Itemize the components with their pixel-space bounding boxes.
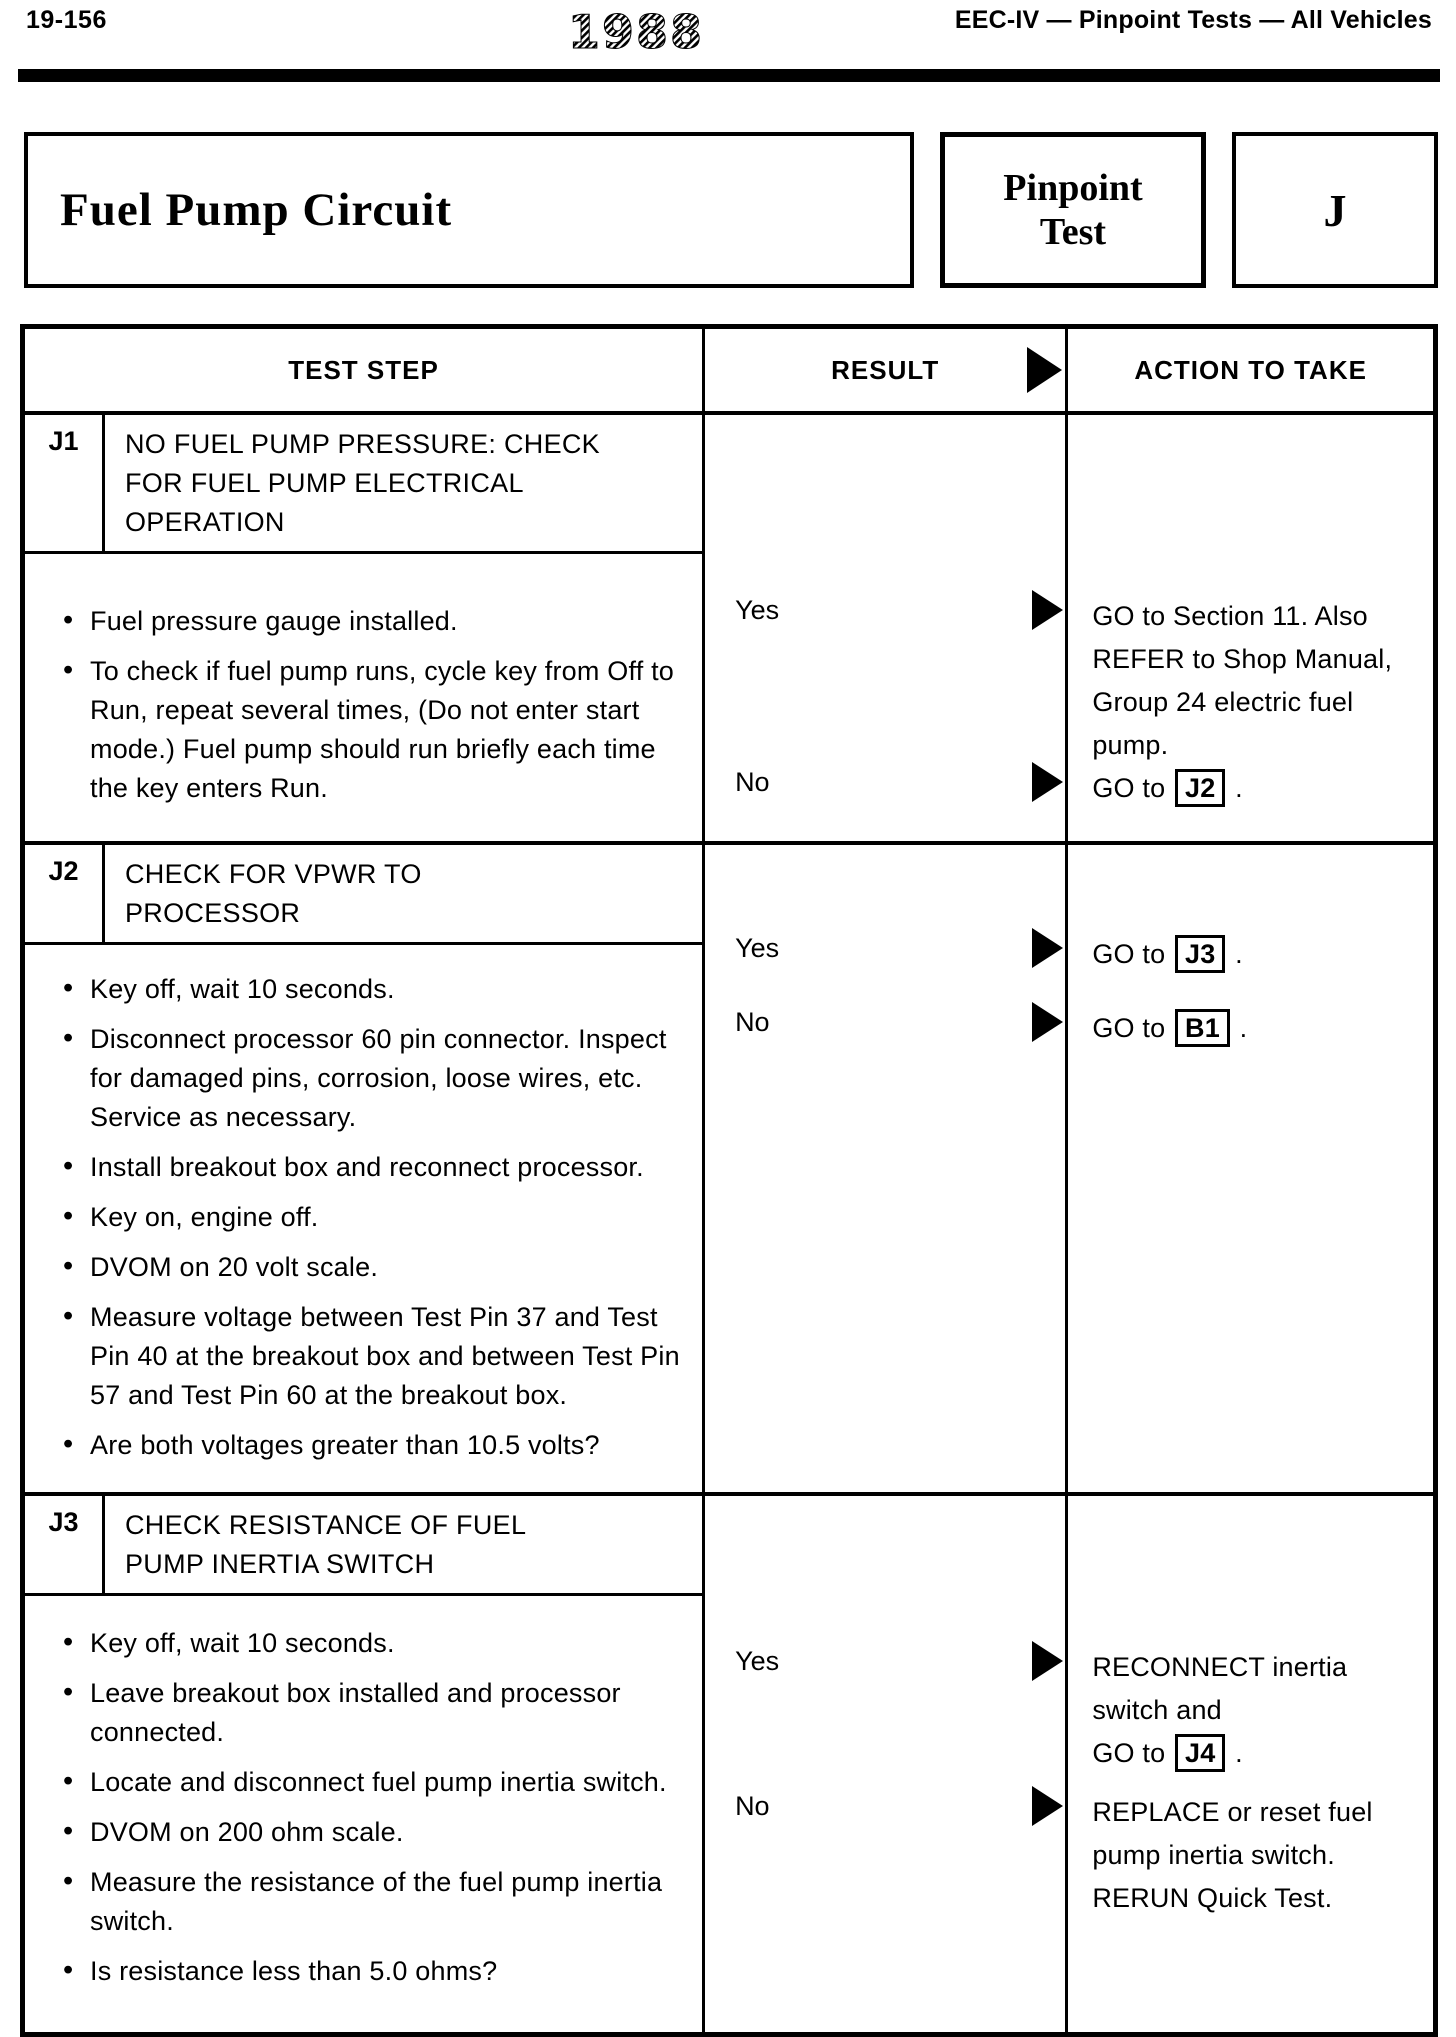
step-ref-box: J2 bbox=[1175, 769, 1225, 807]
year-stamp bbox=[541, 6, 731, 65]
result-cell bbox=[705, 1496, 1068, 2032]
bullet-item: • Leave breakout box installed and processor connected. bbox=[63, 1674, 688, 1752]
bullet-item: • Key off, wait 10 seconds. bbox=[63, 970, 688, 1009]
result-arrow-icon bbox=[1032, 928, 1063, 968]
action-text: . bbox=[1227, 939, 1243, 969]
column-header-test-step: TEST STEP bbox=[25, 329, 705, 411]
action-text: REPLACE or reset fuel pump inertia switch. RERUN Quick Test. bbox=[1092, 1797, 1373, 1913]
result-entry bbox=[705, 595, 1065, 626]
result-arrow-icon bbox=[1027, 347, 1062, 393]
year-text: 1988 bbox=[567, 6, 704, 59]
action-entry bbox=[1068, 1646, 1425, 1775]
result-label: No bbox=[735, 767, 770, 797]
result-arrow-icon bbox=[1032, 1641, 1063, 1681]
step-row-j1 bbox=[25, 411, 1433, 841]
result-entry bbox=[705, 1007, 1065, 1038]
step-ref-box: B1 bbox=[1175, 1009, 1230, 1047]
bullet-item: • Install breakout box and reconnect processor. bbox=[63, 1148, 688, 1187]
bullet-item: • Fuel pressure gauge installed. bbox=[63, 602, 688, 641]
result-label: No bbox=[735, 1007, 770, 1037]
bullet-item: • Is resistance less than 5.0 ohms? bbox=[63, 1952, 688, 1991]
action-cell bbox=[1068, 415, 1433, 841]
result-entry bbox=[705, 1791, 1065, 1822]
result-arrow-icon bbox=[1032, 1002, 1063, 1042]
result-header-label: RESULT bbox=[831, 354, 940, 385]
step-title: NO FUEL PUMP PRESSURE: CHECK FOR FUEL PUMP ELECTRICAL OPERATION bbox=[125, 429, 600, 537]
step-bullets bbox=[25, 945, 702, 1492]
step-row-j2 bbox=[25, 841, 1433, 1492]
step-bullets bbox=[25, 554, 702, 835]
header-rule bbox=[18, 69, 1440, 82]
year-hatched-text bbox=[541, 6, 731, 60]
bullet-item: • Key off, wait 10 seconds. bbox=[63, 1624, 688, 1663]
result-entry bbox=[705, 933, 1065, 964]
bullet-item: • Measure the resistance of the fuel pump inertia switch. bbox=[63, 1863, 688, 1941]
action-cell bbox=[1068, 845, 1433, 1492]
action-text: . bbox=[1227, 773, 1243, 803]
circuit-title-box bbox=[24, 132, 914, 288]
test-step-cell bbox=[25, 1496, 705, 2032]
result-label: Yes bbox=[735, 1646, 780, 1676]
bullet-item: • Locate and disconnect fuel pump inertia switch. bbox=[63, 1763, 688, 1802]
bullet-item: • To check if fuel pump runs, cycle key from Off to Run, repeat several times, (Do not enter start mode.) Fuel pump should run briefly each time the key enters Run. bbox=[63, 652, 688, 808]
action-entry bbox=[1068, 933, 1425, 976]
action-entry bbox=[1068, 767, 1425, 810]
section-title: EEC-IV — Pinpoint Tests — All Vehicles bbox=[954, 6, 1432, 34]
test-step-cell bbox=[25, 845, 705, 1492]
page-number: 19-156 bbox=[26, 6, 107, 34]
bullet-item: • DVOM on 200 ohm scale. bbox=[63, 1813, 688, 1852]
column-header-result bbox=[705, 329, 1068, 411]
test-step-cell bbox=[25, 415, 705, 841]
pinpoint-label-line2: Test bbox=[1039, 211, 1107, 253]
action-text: GO to bbox=[1092, 773, 1174, 803]
circuit-title: Fuel Pump Circuit bbox=[60, 184, 453, 236]
step-title-band bbox=[25, 1496, 702, 1596]
pinpoint-test-box bbox=[940, 132, 1206, 288]
step-row-j3 bbox=[25, 1492, 1433, 2032]
result-arrow-icon bbox=[1032, 590, 1063, 630]
action-text: GO to bbox=[1092, 939, 1174, 969]
result-entry bbox=[705, 1646, 1065, 1677]
action-cell bbox=[1068, 1496, 1433, 2032]
pinpoint-label-line1: Pinpoint bbox=[1003, 167, 1143, 209]
action-entry bbox=[1068, 1791, 1425, 1920]
step-id: J3 bbox=[25, 1496, 105, 1593]
result-arrow-icon bbox=[1032, 1786, 1063, 1826]
step-id: J2 bbox=[25, 845, 105, 942]
action-text: . bbox=[1227, 1738, 1243, 1768]
result-arrow-icon bbox=[1032, 762, 1063, 802]
step-title: CHECK RESISTANCE OF FUEL PUMP INERTIA SWITCH bbox=[125, 1510, 526, 1579]
result-cell bbox=[705, 845, 1068, 1492]
step-id: J1 bbox=[25, 415, 105, 551]
bullet-item: • DVOM on 20 volt scale. bbox=[63, 1248, 688, 1287]
test-letter-box bbox=[1232, 132, 1438, 288]
step-title-band bbox=[25, 415, 702, 554]
action-text: RECONNECT inertia switch and bbox=[1092, 1652, 1348, 1725]
result-label: Yes bbox=[735, 595, 780, 625]
result-label: No bbox=[735, 1791, 770, 1821]
step-ref-box: J4 bbox=[1175, 1734, 1225, 1772]
result-entry bbox=[705, 767, 1065, 798]
title-band bbox=[24, 132, 1438, 288]
column-header-action: ACTION TO TAKE bbox=[1134, 354, 1367, 385]
result-label: Yes bbox=[735, 933, 780, 963]
table-body bbox=[25, 411, 1433, 2032]
action-entry bbox=[1068, 595, 1425, 767]
pinpoint-test-table bbox=[20, 324, 1438, 2037]
test-letter: J bbox=[1323, 184, 1347, 236]
step-title-band bbox=[25, 845, 702, 945]
running-head bbox=[0, 0, 1456, 65]
bullet-item: • Disconnect processor 60 pin connector. Inspect for damaged pins, corrosion, loose wires, etc. Service as necessary. bbox=[63, 1020, 688, 1137]
action-text: GO to Section 11. Also REFER to Shop Manual, Group 24 electric fuel pump. bbox=[1092, 601, 1393, 760]
bullet-item: • Measure voltage between Test Pin 37 and Test Pin 40 at the breakout box and between Test Pin 57 and Test Pin 60 at the breakout box. bbox=[63, 1298, 688, 1415]
step-ref-box: J3 bbox=[1175, 935, 1225, 973]
bullet-item: • Key on, engine off. bbox=[63, 1198, 688, 1237]
action-text: GO to bbox=[1092, 1013, 1174, 1043]
action-text: GO to bbox=[1092, 1738, 1174, 1768]
action-text: . bbox=[1231, 1013, 1248, 1043]
table-header-row bbox=[25, 329, 1433, 411]
result-cell bbox=[705, 415, 1068, 841]
action-entry bbox=[1068, 1007, 1425, 1050]
bullet-item: • Are both voltages greater than 10.5 volts? bbox=[63, 1426, 688, 1465]
step-title: CHECK FOR VPWR TO PROCESSOR bbox=[125, 859, 422, 928]
step-bullets bbox=[25, 1596, 702, 2018]
